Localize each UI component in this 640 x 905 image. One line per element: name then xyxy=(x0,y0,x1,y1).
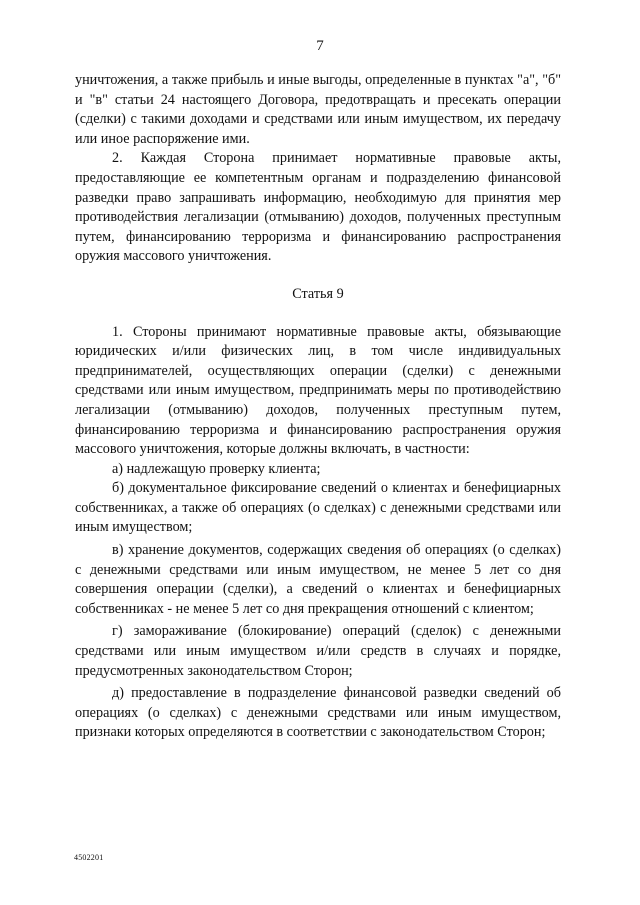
article-paragraph-1: 1. Стороны принимают нормативные правовые акты, обязывающие юридических и/или физических лиц, в том числе индивидуальных предпринимателей, осуществляющих операции (сделки) с денежными средствами или иным имуществом, предпринимать меры по противодействию легализации (отмыванию) доходов, полученных преступным путем, финансированию терроризма и финансированию распространения оружия массового уничтожения, которые должны включать, в частности: xyxy=(75,323,561,458)
list-item-v: в) хранение документов, содержащих сведения об операциях (о сделках) с денежными средствами или иным имуществом, не менее 5 лет со дня совершения операции (сделки), а сведений о клиентах и бенефициарных собственниках - не менее 5 лет со дня прекращения отношений с клиентом; xyxy=(75,542,561,617)
list-item-a: а) надлежащую проверку клиента; xyxy=(112,460,321,477)
document-body xyxy=(75,71,561,743)
continuation-paragraph: уничтожения, а также прибыль и иные выгоды, определенные в пунктах "а", "б" и "в" статьи 24 настоящего Договора, предотвращать и пресекать операции (сделки) с такими доходами и средствами или иным имуществом, их передачу или иное распоряжение ими. xyxy=(75,72,561,147)
article-heading: Статья 9 xyxy=(292,285,344,302)
paragraph-2: 2. Каждая Сторона принимает нормативные правовые акты, предоставляющие ее компетентным органам и подразделению финансовой разведки право запрашивать информацию, необходимую для принятия мер противодействия легализации (отмыванию) доходов, полученных преступным путем, финансированию терроризма и финансированию распространения оружия массового уничтожения. xyxy=(75,150,561,265)
document-code: 4502201 xyxy=(74,853,104,862)
list-item-b: б) документальное фиксирование сведений о клиентах и бенефициарных собственниках, а также об операциях (о сделках) с денежными средствами или иным имуществом; xyxy=(75,480,561,536)
list-item-g: г) замораживание (блокирование) операций (сделок) с денежными средствами или иным имуществом и/или средств в случаях и порядке, предусмотренных законодательством Сторон; xyxy=(75,623,561,679)
page-number: 7 xyxy=(316,38,324,54)
list-item-d: д) предоставление в подразделение финансовой разведки сведений об операциях (о сделках) с денежными средствами или иным имуществом, признаки которых определяются в соответствии с законодательством Сторон; xyxy=(75,685,561,741)
